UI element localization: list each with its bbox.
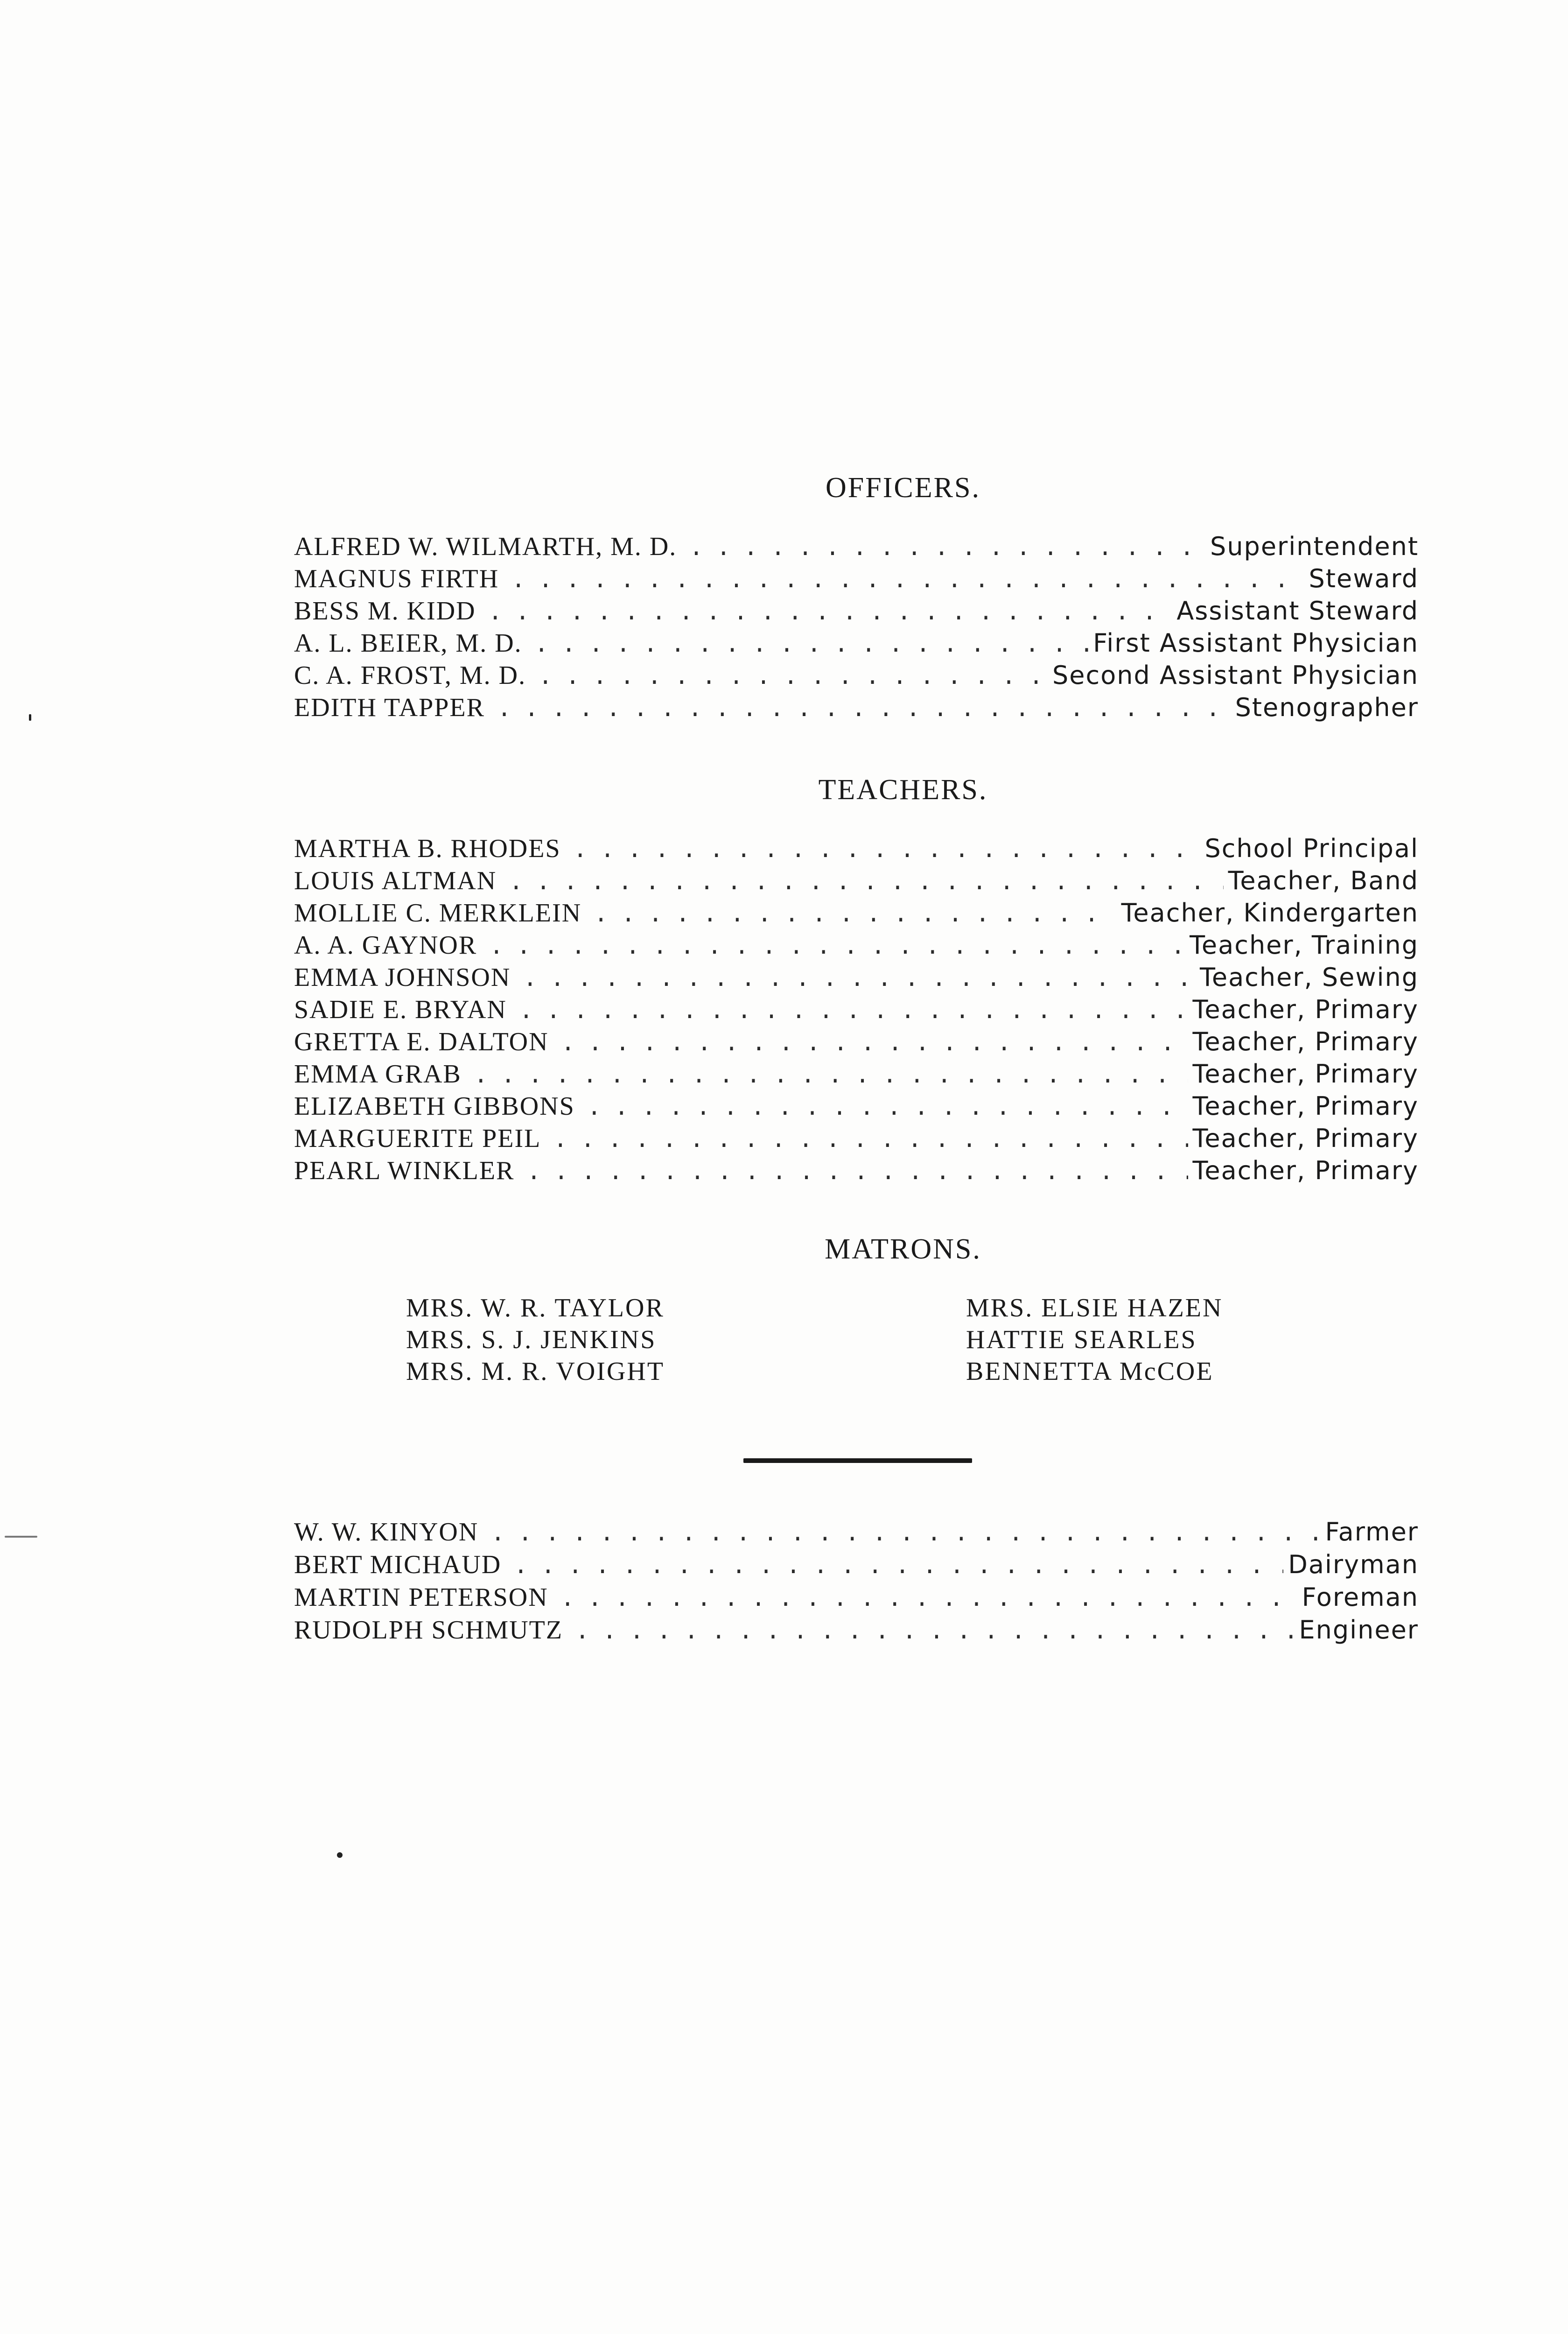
officer-role: Steward [1309,564,1419,593]
dot-leader [553,1127,1188,1154]
staff-section [294,1517,1419,1648]
teacher-role: Teacher, Primary [1192,1091,1419,1121]
teacher-row [294,1027,1419,1059]
matron-name: HATTIE SEARLES [966,1325,1197,1354]
officer-role: Assistant Steward [1176,596,1419,626]
staff-role: Engineer [1299,1615,1419,1645]
dot-leader [538,664,1048,691]
teacher-row [294,1156,1419,1188]
teacher-name: MOLLIE C. MERKLEIN [294,899,582,928]
teacher-name: EMMA JOHNSON [294,963,511,992]
matron-name: BENNETTA McCOE [966,1357,1214,1386]
officers-list [294,532,1419,725]
scan-speck [337,1852,343,1858]
matron-name: MRS. ELSIE HAZEN [966,1294,1223,1322]
teacher-row [294,963,1419,995]
officer-role: Second Assistant Physician [1052,661,1419,690]
dot-leader [573,837,1200,865]
teacher-name: SADIE E. BRYAN [294,995,507,1024]
scan-speck [5,1536,37,1538]
teacher-row [294,898,1419,930]
dot-leader [689,535,1205,562]
dot-leader [489,934,1185,961]
staff-row [294,1550,1419,1582]
staff-row [294,1517,1419,1550]
teacher-role: Teacher, Primary [1192,1027,1419,1056]
officer-row [294,596,1419,628]
teacher-role: Teacher, Primary [1192,1124,1419,1153]
teacher-row [294,930,1419,963]
dot-leader [587,1095,1188,1122]
dot-leader [488,599,1172,627]
staff-role: Farmer [1325,1517,1419,1547]
dot-leader [526,1159,1188,1187]
officer-role: Superintendent [1210,532,1419,561]
staff-list [294,1517,1419,1648]
teacher-role: Teacher, Kindergarten [1121,898,1419,928]
teacher-role: Teacher, Training [1190,930,1419,960]
roster-content [294,471,1419,1648]
teacher-row [294,1059,1419,1091]
dot-leader [534,632,1088,659]
teacher-name: MARGUERITE PEIL [294,1124,541,1153]
matrons-section [294,1233,1419,1388]
teacher-role: Teacher, Primary [1192,995,1419,1024]
teacher-role: Teacher, Primary [1192,1156,1419,1185]
teacher-name: PEARL WINKLER [294,1156,515,1185]
officer-row [294,532,1419,564]
teacher-row [294,995,1419,1027]
officer-role: First Assistant Physician [1093,628,1419,658]
officers-title: OFFICERS. [826,472,980,504]
staff-role: Foreman [1302,1582,1419,1612]
matron-name: MRS. S. J. JENKINS [406,1325,657,1354]
teacher-role: Teacher, Band [1228,866,1419,895]
teacher-row [294,866,1419,898]
teacher-name: ELIZABETH GIBBONS [294,1092,575,1121]
teacher-role: School Principal [1204,834,1419,863]
staff-row [294,1615,1419,1648]
section-divider-rule [743,1458,972,1463]
teacher-row [294,1124,1419,1156]
teacher-row [294,1091,1419,1124]
teacher-row [294,834,1419,866]
teacher-name: MARTHA B. RHODES [294,834,561,863]
staff-name: MARTIN PETERSON [294,1583,548,1612]
officer-row [294,693,1419,725]
dot-leader [519,998,1188,1026]
dot-leader [497,696,1231,724]
officer-name: EDITH TAPPER [294,693,485,722]
scan-speck [29,714,31,721]
matrons-title: MATRONS. [825,1233,981,1265]
staff-row [294,1582,1419,1615]
teacher-name: A. A. GAYNOR [294,931,477,960]
teacher-role: Teacher, Sewing [1200,963,1419,992]
dot-leader [560,1586,1297,1613]
dot-leader [594,901,1116,929]
staff-name: BERT MICHAUD [294,1550,502,1579]
staff-name: RUDOLPH SCHMUTZ [294,1616,563,1645]
officer-name: C. A. FROST, M. D. [294,661,526,690]
officer-row [294,564,1419,596]
dot-leader [561,1030,1188,1058]
dot-leader [513,1553,1283,1581]
teacher-name: EMMA GRAB [294,1060,462,1089]
dot-leader [575,1618,1294,1646]
staff-role: Dairyman [1288,1550,1419,1579]
staff-name: W. W. KINYON [294,1518,479,1547]
teacher-name: GRETTA E. DALTON [294,1027,549,1056]
officers-section [294,471,1419,725]
teacher-role: Teacher, Primary [1192,1059,1419,1089]
matron-name: MRS. M. R. VOIGHT [406,1357,665,1386]
teachers-list [294,834,1419,1188]
officer-name: A. L. BEIER, M. D. [294,629,522,658]
matron-name: MRS. W. R. TAYLOR [406,1294,665,1322]
dot-leader [511,567,1304,595]
teachers-section [294,773,1419,1188]
teachers-title: TEACHERS. [818,774,988,806]
dot-leader [474,1062,1188,1090]
officer-row [294,661,1419,693]
dot-leader [509,869,1223,897]
officer-row [294,628,1419,661]
dot-leader [490,1520,1320,1548]
teacher-name: LOUIS ALTMAN [294,866,497,895]
officer-name: MAGNUS FIRTH [294,564,499,593]
dot-leader [523,966,1195,993]
officer-name: ALFRED W. WILMARTH, M. D. [294,532,677,561]
officer-name: BESS M. KIDD [294,597,476,626]
officer-role: Stenographer [1235,693,1419,722]
matrons-list [294,1293,1419,1388]
